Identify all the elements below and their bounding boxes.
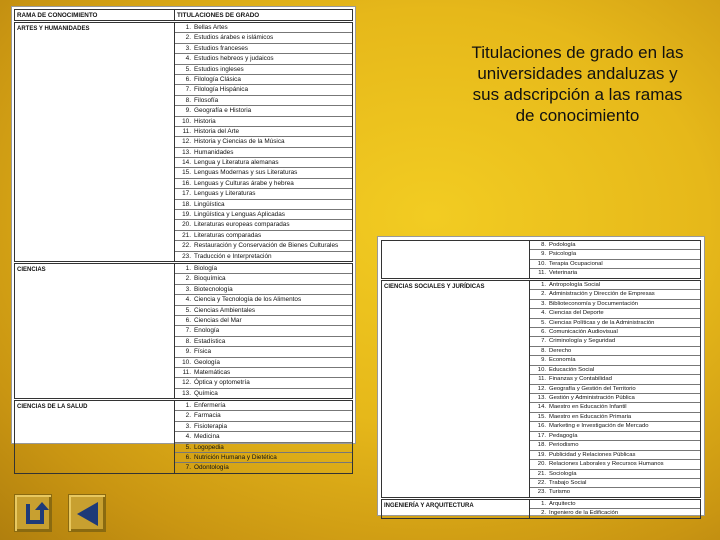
degree-item	[530, 319, 700, 328]
degree-name: Bioquímica	[194, 275, 226, 283]
degree-number: 4.	[185, 55, 191, 63]
degree-name: Terapia Ocupacional	[549, 260, 603, 267]
degree-item	[175, 137, 352, 147]
degree-number: 3.	[185, 44, 191, 52]
degree-number: 3.	[185, 422, 191, 430]
degree-name: Geología	[194, 358, 220, 366]
branch-row	[382, 279, 701, 498]
degree-name: Ciencias del Mar	[194, 316, 242, 324]
degree-item	[175, 210, 352, 220]
degree-item	[530, 432, 700, 441]
degree-item	[530, 500, 700, 509]
degree-name: Literaturas europeas comparadas	[194, 221, 290, 229]
degree-item	[175, 54, 352, 64]
degree-number: 21.	[182, 231, 191, 239]
degree-item	[175, 33, 352, 43]
degree-name: Bellas Artes	[194, 24, 228, 31]
degree-name: Maestro en Educación Infantil	[549, 404, 627, 411]
degree-number: 1.	[185, 264, 191, 272]
degree-number: 5.	[185, 65, 191, 73]
degree-number: 5.	[541, 319, 546, 326]
degree-name: Economía	[549, 357, 576, 364]
degree-item	[175, 148, 352, 158]
degree-number: 23.	[182, 252, 191, 260]
degree-item	[175, 443, 352, 453]
degree-number: 10.	[537, 260, 546, 267]
degree-item	[175, 220, 352, 230]
degree-name: Sociología	[549, 470, 577, 477]
branch-row	[15, 22, 353, 263]
degree-name: Química	[194, 389, 218, 397]
degree-item	[530, 470, 700, 479]
degree-number: 6.	[185, 454, 191, 462]
degree-item	[530, 309, 700, 318]
degree-number: 16.	[537, 423, 546, 430]
degree-name: Fisioterapia	[194, 422, 228, 430]
degree-number: 23.	[537, 489, 546, 496]
degree-number: 4.	[541, 310, 546, 317]
degree-name: Turismo	[549, 489, 571, 496]
degree-number: 8.	[541, 347, 546, 354]
degree-number: 11.	[182, 368, 191, 376]
degree-item	[530, 509, 700, 517]
degrees-table-right	[377, 236, 705, 516]
degree-number: 15.	[537, 413, 546, 420]
branch-name: CIENCIAS SOCIALES Y JURÍDICAS	[382, 279, 530, 498]
back-button[interactable]	[68, 494, 106, 532]
branch-row	[382, 498, 701, 518]
degree-item	[530, 394, 700, 403]
degree-number: 20.	[182, 221, 191, 229]
degree-name: Lengua y Literatura alemanas	[194, 159, 279, 167]
degree-number: 12.	[182, 138, 191, 146]
degree-item	[530, 375, 700, 384]
degree-number: 9.	[185, 107, 191, 115]
degree-item	[175, 231, 352, 241]
degree-name: Literaturas comparadas	[194, 231, 262, 239]
degree-number: 5.	[185, 443, 191, 451]
degree-number: 10.	[182, 358, 191, 366]
degree-name: Ciencias del Deporte	[549, 310, 604, 317]
degree-number: 9.	[541, 357, 546, 364]
degree-name: Psicología	[549, 251, 577, 258]
branch-name	[382, 241, 530, 280]
degree-number: 14.	[537, 404, 546, 411]
degree-list	[530, 241, 701, 280]
degree-number: 14.	[182, 159, 191, 167]
branch-row	[15, 400, 353, 474]
branch-name: ARTES Y HUMANIDADES	[15, 22, 175, 263]
degree-number: 22.	[182, 242, 191, 250]
degree-name: Odontología	[194, 464, 229, 472]
degree-item	[175, 23, 352, 33]
degree-name: Veterinaria	[549, 270, 578, 277]
degree-item	[530, 488, 700, 496]
degree-name: Nutrición Humana y Dietética	[194, 454, 277, 462]
degree-number: 4.	[185, 433, 191, 441]
branch-name: INGENIERÍA Y ARQUITECTURA	[382, 498, 530, 518]
degree-name: Geografía y Gestión del Territorio	[549, 385, 636, 392]
degree-item	[530, 250, 700, 259]
degree-name: Marketing e Investigación de Mercado	[549, 423, 649, 430]
degree-name: Lenguas y Culturas árabe y hebrea	[194, 179, 294, 187]
degree-item	[530, 385, 700, 394]
back-arrow-icon	[72, 498, 104, 530]
degree-item	[530, 403, 700, 412]
degree-item	[175, 252, 352, 261]
degree-number: 7.	[185, 327, 191, 335]
degree-list	[175, 400, 353, 474]
degree-name: Ciencias Ambientales	[194, 306, 256, 314]
degree-name: Ingeniero de la Edificación	[549, 510, 619, 517]
degree-name: Óptica y optometría	[194, 379, 250, 387]
degree-number: 2.	[185, 412, 191, 420]
degree-number: 8.	[185, 96, 191, 104]
degree-item	[175, 200, 352, 210]
degree-name: Filología Hispánica	[194, 86, 248, 94]
degree-item	[530, 300, 700, 309]
degree-item	[175, 295, 352, 305]
degree-number: 2.	[185, 34, 191, 42]
degrees-table	[14, 9, 353, 474]
degree-item	[175, 411, 352, 421]
degree-item	[175, 85, 352, 95]
degree-name: Trabajo Social	[549, 479, 587, 486]
degree-number: 19.	[182, 211, 191, 219]
degree-name: Gestión y Administración Pública	[549, 395, 635, 401]
degree-name: Derecho	[549, 347, 572, 354]
degree-item	[530, 460, 700, 469]
degree-name: Comunicación Audiovisual	[549, 328, 618, 335]
degree-number: 15.	[182, 169, 191, 177]
degree-number: 6.	[185, 316, 191, 324]
branch-row	[15, 262, 353, 399]
degree-number: 9.	[541, 251, 546, 258]
degree-item	[175, 347, 352, 357]
degree-item	[530, 413, 700, 422]
degree-number: 4.	[185, 296, 191, 304]
degree-item	[175, 432, 352, 442]
degree-name: Arquitecto	[549, 500, 576, 507]
degree-number: 3.	[541, 300, 546, 307]
degree-name: Ciencias Políticas y de la Administración	[549, 319, 655, 326]
degree-item	[175, 274, 352, 284]
degree-name: Finanzas y Contabilidad	[549, 376, 612, 383]
degree-name: Historia	[194, 117, 216, 125]
degree-number: 11.	[182, 127, 191, 135]
degree-item	[175, 44, 352, 54]
degree-name: Estudios hebreos y judaicos	[194, 55, 274, 63]
degree-number: 13.	[182, 148, 191, 156]
degree-item	[175, 179, 352, 189]
degree-name: Humanidades	[194, 148, 234, 156]
degree-item	[175, 241, 352, 251]
degree-name: Relaciones Laborales y Recursos Humanos	[549, 461, 664, 468]
branch-name: CIENCIAS DE LA SALUD	[15, 400, 175, 474]
degrees-table-left	[11, 6, 356, 472]
degree-name: Historia del Arte	[194, 127, 240, 135]
degree-item	[175, 326, 352, 336]
degree-name: Estudios ingleses	[194, 65, 244, 73]
degree-item	[530, 451, 700, 460]
degree-number: 3.	[185, 285, 191, 293]
degree-item	[175, 127, 352, 137]
degree-number: 10.	[537, 366, 546, 373]
degree-item	[175, 337, 352, 347]
degree-item	[175, 422, 352, 432]
degree-name: Restauración y Conservación de Bienes Culturales	[194, 242, 339, 250]
degree-item	[530, 260, 700, 269]
degree-number: 12.	[182, 379, 191, 387]
degree-item	[530, 337, 700, 346]
degree-item	[530, 347, 700, 356]
degree-item	[175, 368, 352, 378]
branch-name: CIENCIAS	[15, 262, 175, 399]
degree-item	[175, 158, 352, 168]
degree-list	[175, 262, 353, 399]
degree-name: Estudios árabes e islámicos	[194, 34, 274, 42]
degree-number: 20.	[537, 461, 546, 468]
degree-number: 22.	[537, 479, 546, 486]
degree-name: Criminología y Seguridad	[549, 338, 616, 345]
degree-number: 16.	[182, 179, 191, 187]
degree-number: 1.	[541, 500, 546, 507]
degree-number: 21.	[537, 470, 546, 477]
degree-name: Publicidad y Relaciones Públicas	[549, 451, 636, 458]
degree-number: 11.	[538, 376, 546, 383]
degree-number: 18.	[537, 442, 546, 449]
degree-list	[530, 498, 701, 518]
degree-name: Lenguas y Literaturas	[194, 190, 256, 198]
degree-item	[175, 453, 352, 463]
page-title: Titulaciones de grado en las universidades andaluzas y sus adscripción a las ramas de conocimiento	[471, 43, 684, 125]
degree-item	[530, 290, 700, 299]
degree-name: Filología Clásica	[194, 75, 241, 83]
degree-name: Estudios franceses	[194, 44, 248, 52]
degree-number: 13.	[537, 395, 546, 401]
degree-number: 7.	[185, 86, 191, 94]
degrees-table-continued	[381, 240, 701, 519]
degree-number: 10.	[182, 117, 191, 125]
branch-row	[382, 241, 701, 280]
degree-name: Antropología Social	[549, 281, 601, 288]
return-icon	[18, 498, 50, 530]
degree-name: Ciencia y Tecnología de los Alimentos	[194, 296, 302, 304]
degree-item	[175, 389, 352, 398]
degree-list	[530, 279, 701, 498]
degree-number: 9.	[185, 348, 191, 356]
degree-number: 13.	[182, 389, 191, 397]
degree-name: Estadística	[194, 337, 226, 345]
degree-item	[175, 358, 352, 368]
degree-name: Periodismo	[549, 442, 579, 449]
degree-item	[530, 269, 700, 277]
degree-number: 18.	[182, 200, 191, 208]
degree-item	[175, 463, 352, 472]
degree-name: Educación Social	[549, 366, 595, 373]
degree-item	[175, 264, 352, 274]
degree-item	[530, 281, 700, 290]
degree-item	[175, 378, 352, 388]
degree-item	[530, 356, 700, 365]
degree-name: Filosofía	[194, 96, 219, 104]
degree-name: Lenguas Modernas y sus Literaturas	[194, 169, 298, 177]
degree-item	[175, 65, 352, 75]
degree-name: Enología	[194, 327, 220, 335]
degree-item	[175, 75, 352, 85]
degree-number: 1.	[541, 281, 546, 288]
degree-number: 2.	[541, 510, 546, 517]
degree-item	[175, 316, 352, 326]
degree-number: 2.	[541, 291, 546, 298]
degree-item	[530, 328, 700, 337]
degree-name: Biología	[194, 264, 218, 272]
degree-item	[175, 117, 352, 127]
degree-list	[175, 22, 353, 263]
degree-name: Traducción e Interpretación	[194, 252, 272, 260]
degree-item	[530, 241, 700, 250]
header-branch: RAMA DE CONOCIMIENTO	[15, 10, 175, 22]
degree-item	[175, 401, 352, 411]
degree-item	[175, 285, 352, 295]
degree-number: 11.	[538, 270, 546, 277]
degree-name: Física	[194, 348, 212, 356]
degree-name: Matemáticas	[194, 368, 231, 376]
degree-number: 8.	[185, 337, 191, 345]
header-degrees: TITULACIONES DE GRADO	[175, 10, 353, 22]
degree-item	[530, 479, 700, 488]
degree-name: Pedagogía	[549, 432, 578, 439]
degree-number: 7.	[185, 464, 191, 472]
degree-item	[530, 441, 700, 450]
degree-name: Medicina	[194, 433, 220, 441]
degree-number: 8.	[541, 242, 546, 248]
degree-name: Biblioteconomía y Documentación	[549, 300, 639, 307]
return-button[interactable]	[14, 494, 52, 532]
degree-item	[175, 106, 352, 116]
degree-number: 6.	[185, 75, 191, 83]
degree-item	[530, 422, 700, 431]
degree-name: Enfermería	[194, 402, 226, 410]
degree-number: 19.	[537, 451, 546, 458]
degree-name: Maestro en Educación Primaria	[549, 413, 632, 420]
degree-name: Biotecnología	[194, 285, 233, 293]
degree-name: Podología	[549, 242, 576, 248]
degree-number: 1.	[185, 24, 191, 31]
degree-number: 5.	[185, 306, 191, 314]
degree-number: 1.	[185, 402, 191, 410]
degree-number: 6.	[541, 328, 546, 335]
degree-item	[175, 168, 352, 178]
degree-name: Lingüística	[194, 200, 225, 208]
degree-number: 7.	[541, 338, 546, 345]
degree-name: Farmacia	[194, 412, 221, 420]
degree-number: 12.	[537, 385, 546, 392]
degree-item	[175, 96, 352, 106]
degree-item	[175, 306, 352, 316]
degree-name: Historia y Ciencias de la Música	[194, 138, 285, 146]
degree-name: Geografía e Historia	[194, 107, 252, 115]
degree-name: Administración y Dirección de Empresas	[549, 291, 655, 298]
degree-name: Logopedia	[194, 443, 224, 451]
degree-item	[175, 189, 352, 199]
degree-number: 2.	[185, 275, 191, 283]
degree-item	[530, 366, 700, 375]
degree-number: 17.	[537, 432, 546, 439]
degree-name: Lingüística y Lenguas Aplicadas	[194, 211, 285, 219]
degree-number: 17.	[182, 190, 191, 198]
